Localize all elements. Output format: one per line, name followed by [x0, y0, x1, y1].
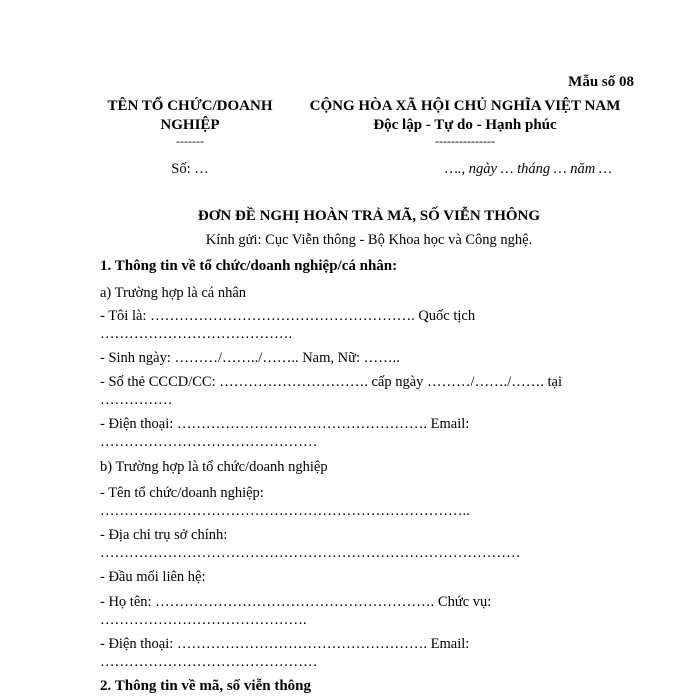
headquarters-address-label: - Địa chỉ trụ sở chính:	[100, 527, 228, 543]
contact-email-field: ………………………………………	[100, 654, 318, 670]
contact-phone-field: - Điện thoại: ……………………………………………. Email:	[100, 636, 470, 652]
date-line: …., ngày … tháng … năm …	[445, 161, 612, 177]
left-header-divider: -------	[176, 134, 204, 148]
headquarters-address-field: ……………………………………………………………………………	[100, 545, 521, 561]
id-card-field: - Số thẻ CCCD/CC: …………………………. cấp ngày ………/……./……. tại	[100, 374, 562, 390]
id-card-place-field: ……………	[100, 392, 173, 408]
document-number: Số: …	[171, 161, 209, 177]
organization-name-field: …………………………………………………………………..	[100, 503, 470, 519]
case-individual-label: a) Trường hợp là cá nhân	[100, 285, 247, 301]
section1-heading: 1. Thông tin về tổ chức/doanh nghiệp/cá nhân:	[100, 258, 398, 274]
right-header-divider: ---------------	[435, 134, 495, 148]
country-title: CỘNG HÒA XÃ HỘI CHỦ NGHĨA VIỆT NAM	[309, 98, 621, 114]
organization-name-line1: TÊN TỔ CHỨC/DOANH	[107, 98, 273, 114]
individual-phone-field: - Điện thoại: ……………………………………………. Email:	[100, 416, 470, 432]
document-title: ĐƠN ĐỀ NGHỊ HOÀN TRẢ MÃ, SỐ VIỄN THÔNG	[197, 208, 541, 224]
case-organization-label: b) Trường hợp là tổ chức/doanh nghiệp	[100, 459, 328, 475]
birth-date-field: - Sinh ngày: ………/……../…….. Nam, Nữ: ……..	[100, 350, 400, 366]
section2-heading: 2. Thông tin về mã, số viễn thông	[100, 678, 312, 694]
recipient-line: Kính gửi: Cục Viễn thông - Bộ Khoa học và Công nghệ.	[205, 232, 533, 248]
nationality-field: ………………………………….	[100, 326, 293, 342]
national-motto: Độc lập - Tự do - Hạnh phúc	[373, 117, 557, 133]
contact-position-field: …………………………………….	[100, 612, 307, 628]
organization-name-line2: NGHIỆP	[160, 117, 220, 133]
contact-name-field: - Họ tên: …………………………………………………. Chức vụ:	[100, 594, 492, 610]
individual-name-field: - Tôi là: ………………………………………………. Quốc tịch	[100, 308, 476, 324]
organization-name-label: - Tên tổ chức/doanh nghiệp:	[100, 485, 264, 501]
contact-person-label: - Đầu mối liên hệ:	[100, 569, 206, 585]
individual-email-field: ………………………………………	[100, 434, 318, 450]
form-code: Mẫu số 08	[568, 74, 634, 90]
